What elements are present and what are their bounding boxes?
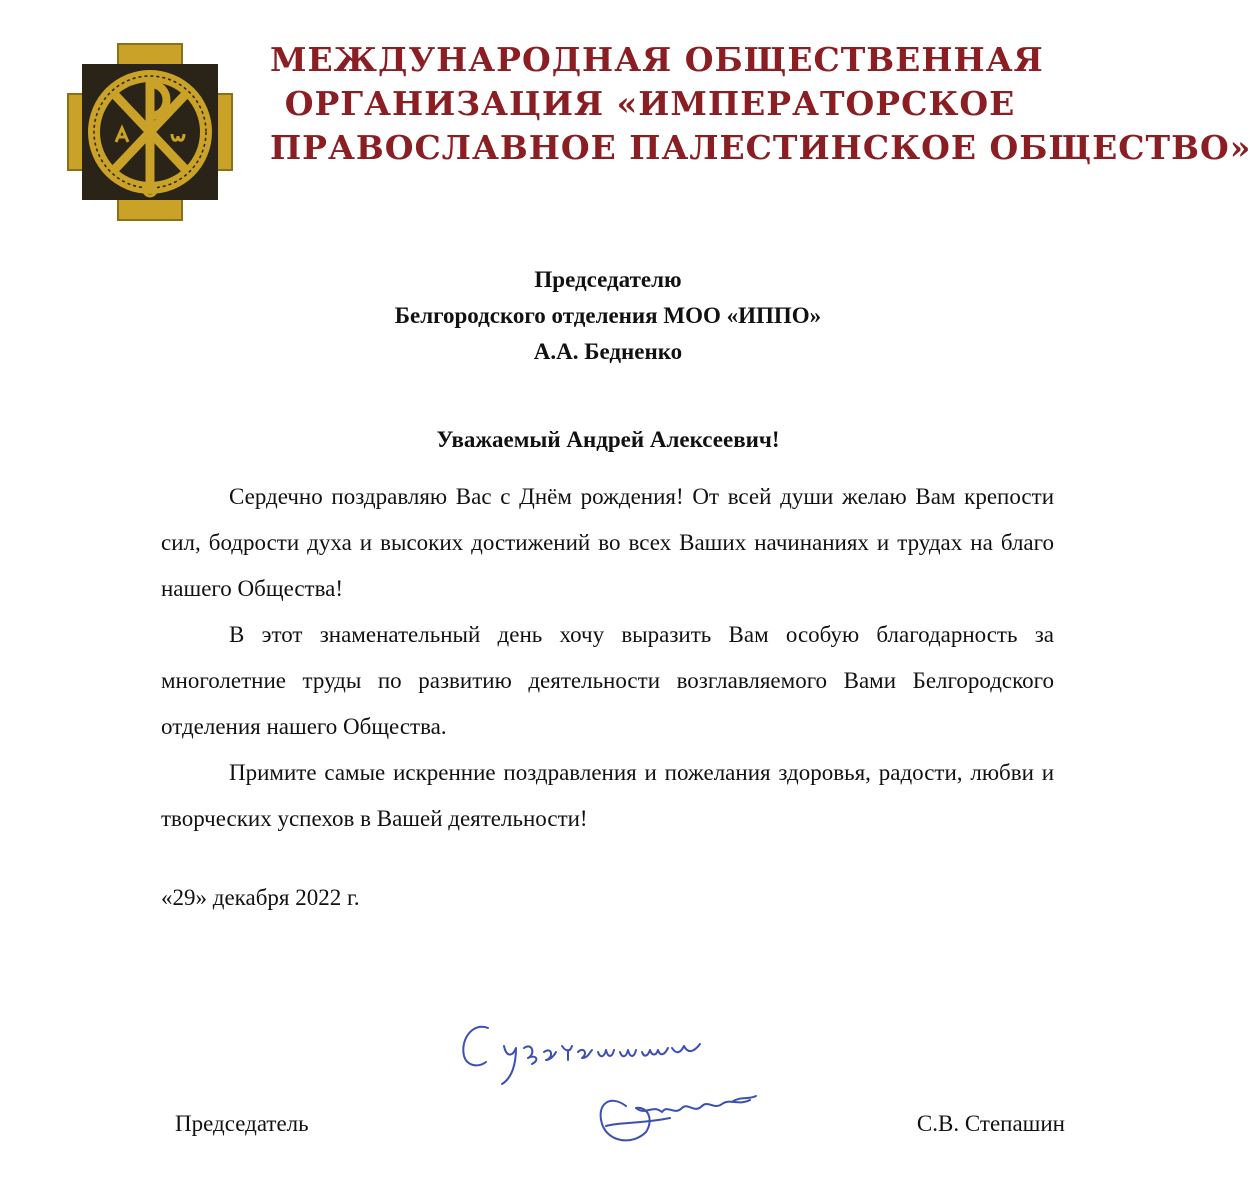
- org-name-header: [270, 38, 1251, 170]
- letter-body: [161, 474, 1054, 842]
- paragraph-2: В этот знаменательный день хочу выразить Вам особую благодарность за многолетние труды по развитию деятельности возглавляемого Вами Белгородского отделения нашего Общества.: [161, 622, 1054, 739]
- signatory-title: Председатель: [175, 1111, 309, 1136]
- paragraph-1: Сердечно поздравляю Вас с Днём рождения! От всей души желаю Вам крепости сил, бодрости духа и высоких достижений во всех Ваших начинаниях и трудах на благо нашего Общества!: [161, 484, 1054, 601]
- addressee-block: [0, 262, 1216, 370]
- handwritten-signature: [440, 1008, 790, 1168]
- addressee-line-3: А.А. Бедненко: [533, 339, 683, 364]
- org-name-line-1: МЕЖДУНАРОДНАЯ ОБЩЕСТВЕННАЯ: [270, 40, 1044, 79]
- chi-rho-cross-emblem-icon: [68, 44, 232, 220]
- org-name-line-3: ПРАВОСЛАВНОЕ ПАЛЕСТИНСКОЕ ОБЩЕСТВО»: [270, 128, 1251, 167]
- greeting: Уважаемый Андрей Алексеевич!: [436, 427, 780, 452]
- paragraph-3: Примите самые искренние поздравления и пожелания здоровья, радости, любви и творческих успехов в Вашей деятельности!: [161, 760, 1054, 831]
- signature-icon: [440, 1008, 790, 1168]
- org-logo: [68, 44, 232, 220]
- org-name-line-2: ОРГАНИЗАЦИЯ «ИМПЕРАТОРСКОЕ: [284, 84, 1016, 123]
- letter-date: «29» декабря 2022 г.: [161, 885, 360, 910]
- addressee-line-1: Председателю: [534, 267, 682, 292]
- addressee-line-2: Белгородского отделения МОО «ИППО»: [394, 303, 822, 328]
- signatory-name: С.В. Степашин: [916, 1111, 1065, 1136]
